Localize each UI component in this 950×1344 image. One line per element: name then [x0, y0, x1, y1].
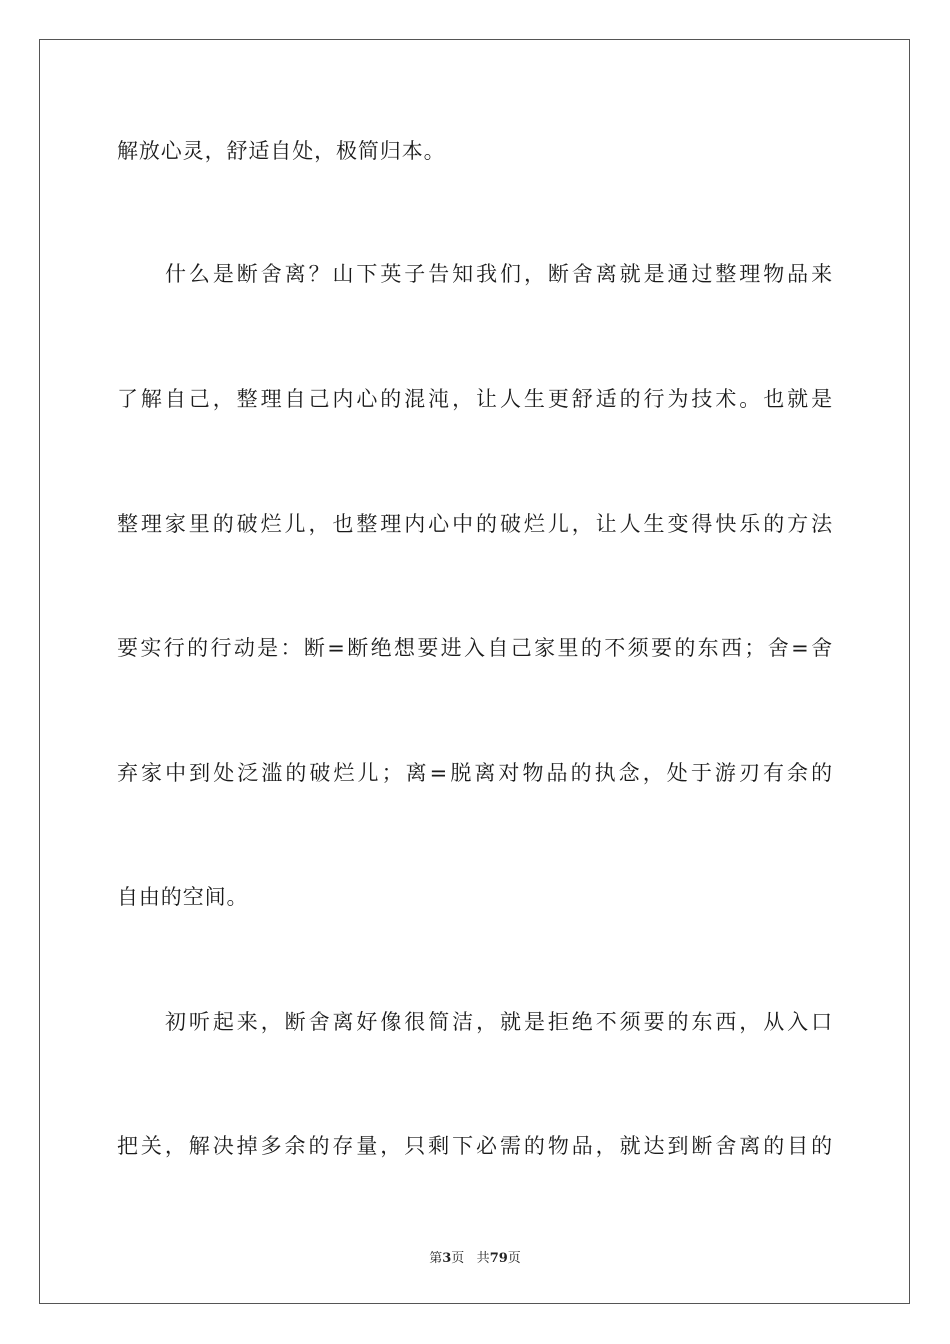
page-footer [0, 1247, 950, 1266]
text-line: 弃家中到处泛滥的破烂儿；离=脱离对物品的执念，处于游刃有余的 [117, 761, 833, 785]
page-prefix: 第 [429, 1251, 443, 1266]
text-line: 要实行的行动是：断=断绝想要进入自己家里的不须要的东西；舍=舍 [117, 636, 833, 660]
page-suffix: 页 [451, 1251, 465, 1266]
total-pages: 79 [489, 1251, 508, 1266]
page-number: 3 [442, 1251, 452, 1266]
text-line: 什么是断舍离？山下英子告知我们，断舍离就是通过整理物品来 [165, 262, 833, 286]
total-suffix: 页 [507, 1251, 521, 1266]
text-line: 自由的空间。 [117, 885, 249, 909]
text-line: 把关，解决掉多余的存量，只剩下必需的物品，就达到断舍离的目的 [117, 1134, 833, 1158]
text-line: 初听起来，断舍离好像很简洁，就是拒绝不须要的东西，从入口 [165, 1010, 833, 1034]
text-line: 整理家里的破烂儿，也整理内心中的破烂儿，让人生变得快乐的方法 [117, 512, 833, 536]
total-prefix: 共 [476, 1251, 490, 1266]
page-border [39, 39, 910, 1304]
text-line: 了解自己，整理自己内心的混沌，让人生更舒适的行为技术。也就是 [117, 387, 833, 411]
text-line: 解放心灵，舒适自处，极简归本。 [117, 139, 446, 163]
